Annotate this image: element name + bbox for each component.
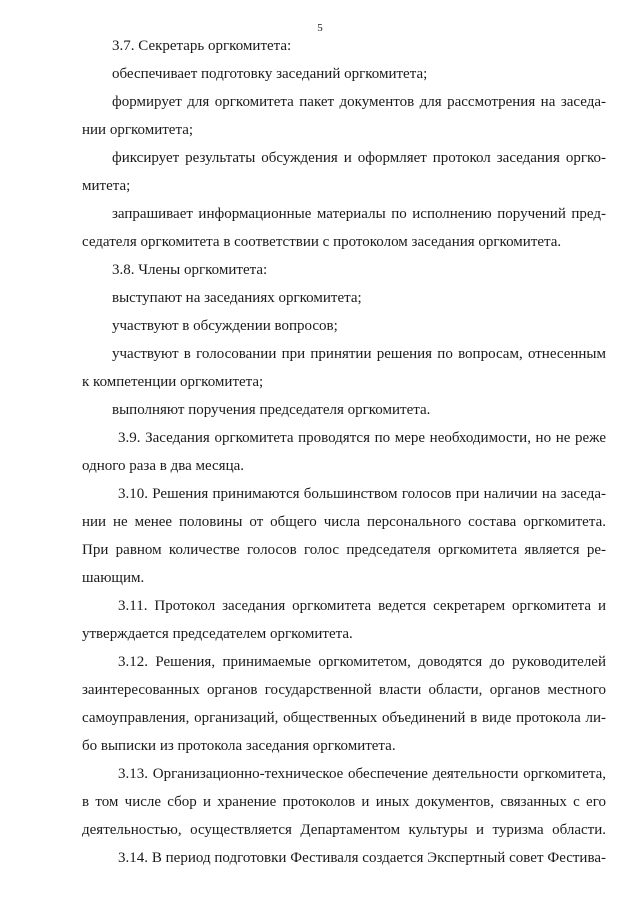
section-3-10-text: 3.10. Решения принимаются большинством голосов при наличии на заседа-: [118, 486, 606, 502]
text-line: деятельностью, осуществляется Департаментом культуры и туризма области.: [82, 822, 606, 838]
text-line: самоуправления, организаций, общественных объединений в виде протокола ли-: [82, 710, 606, 726]
section-3-9-text: 3.9. Заседания оргкомитета проводятся по мере необходимости, но не реже: [118, 430, 606, 446]
page-number: 5: [317, 22, 323, 34]
text-line: в том числе сбор и хранение протоколов и иных документов, связанных с его: [82, 794, 606, 810]
text-line: обеспечивает подготовку заседаний оргкомитета;: [112, 66, 428, 82]
text-line: формирует для оргкомитета пакет документов для рассмотрения на заседа-: [112, 94, 606, 110]
text-line: бо выписки из протокола заседания оргкомитета.: [82, 738, 396, 754]
section-3-11-text: 3.11. Протокол заседания оргкомитета ведется секретарем оргкомитета и: [118, 598, 606, 614]
section-3-14-text: 3.14. В период подготовки Фестиваля создается Экспертный совет Фестива-: [118, 850, 606, 866]
text-line: нии не менее половины от общего числа персонального состава оргкомитета.: [82, 514, 606, 530]
section-3-7-heading: 3.7. Секретарь оргкомитета:: [112, 38, 292, 54]
text-line: утверждается председателем оргкомитета.: [82, 626, 353, 642]
text-line: участвуют в голосовании при принятии решения по вопросам, отнесенным: [112, 346, 606, 362]
section-3-13-text: 3.13. Организационно-техническое обеспечение деятельности оргкомитета,: [118, 766, 606, 782]
text-line: одного раза в два месяца.: [82, 458, 245, 474]
text-line: седателя оргкомитета в соответствии с протоколом заседания оргкомитета.: [82, 234, 562, 250]
text-line: фиксирует результаты обсуждения и оформляет протокол заседания оргко-: [112, 150, 606, 166]
text-line: митета;: [82, 178, 131, 194]
text-line: к компетенции оргкомитета;: [82, 374, 264, 390]
section-3-8-heading: 3.8. Члены оргкомитета:: [112, 262, 268, 278]
text-line: запрашивает информационные материалы по исполнению поручений пред-: [112, 206, 606, 222]
text-line: выполняют поручения председателя оргкомитета.: [112, 402, 431, 418]
text-line: нии оргкомитета;: [82, 122, 194, 138]
section-3-12-text: 3.12. Решения, принимаемые оргкомитетом, доводятся до руководителей: [118, 654, 606, 670]
text-line: заинтересованных органов государственной власти области, органов местного: [82, 682, 606, 698]
text-line: участвуют в обсуждении вопросов;: [112, 318, 338, 334]
text-line: При равном количестве голосов голос председателя оргкомитета является ре-: [82, 542, 606, 558]
text-line: шающим.: [82, 570, 145, 586]
text-line: выступают на заседаниях оргкомитета;: [112, 290, 362, 306]
